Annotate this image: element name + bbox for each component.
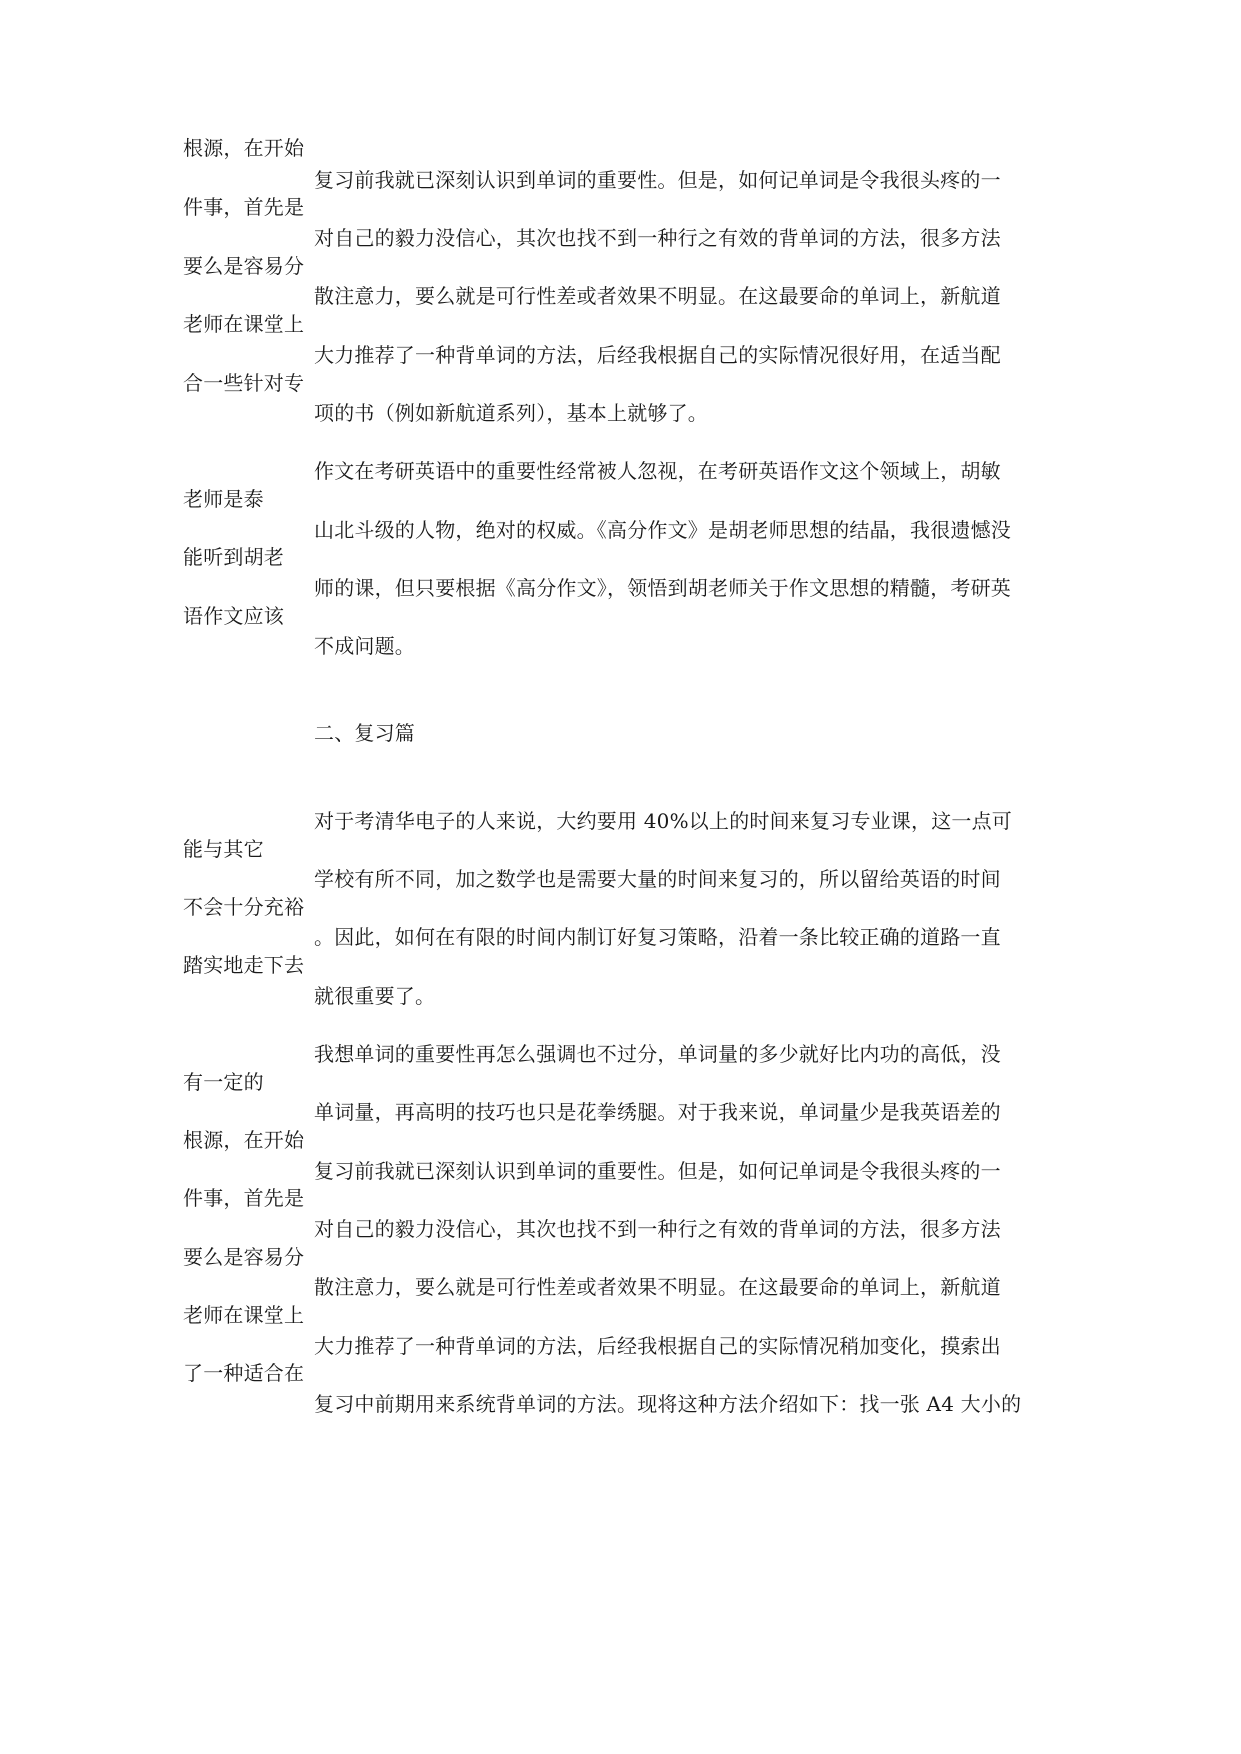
text-line: 学校有所不同，加之数学也是需要大量的时间来复习的，所以留给英语的时间 [314,867,1001,891]
text-line: 老师是泰 [183,487,264,511]
text-line: 要么是容易分 [183,254,305,278]
text-line: 件事，首先是 [183,195,305,219]
text-line: 复习前我就已深刻认识到单词的重要性。但是，如何记单词是令我很头疼的一 [314,1159,1001,1183]
text-line: 。因此，如何在有限的时间内制订好复习策略，沿着一条比较正确的道路一直 [314,925,1001,949]
text-line: 复习中前期用来系统背单词的方法。现将这种方法介绍如下：找一张 A4 大小的 [314,1392,1022,1416]
text-line: 就很重要了。 [314,984,436,1008]
text-line: 老师在课堂上 [183,1303,305,1327]
section-heading: 二、复习篇 [314,721,415,745]
text-line: 对于考清华电子的人来说，大约要用 40%以上的时间来复习专业课，这一点可 [314,809,1013,833]
text-line: 大力推荐了一种背单词的方法，后经我根据自己的实际情况很好用，在适当配 [314,343,1001,367]
text-line: 大力推荐了一种背单词的方法，后经我根据自己的实际情况稍加变化，摸索出 [314,1334,1001,1358]
text-line: 作文在考研英语中的重要性经常被人忽视，在考研英语作文这个领域上，胡敏 [314,459,1001,483]
text-line: 不会十分充裕 [183,895,305,919]
text-line: 项的书（例如新航道系列），基本上就够了。 [314,401,708,425]
text-line: 了一种适合在 [183,1361,305,1385]
text-line: 不成问题。 [314,634,415,658]
text-line: 能与其它 [183,837,264,861]
text-line: 根源，在开始 [183,1128,305,1152]
text-line: 件事，首先是 [183,1186,305,1210]
text-line: 有一定的 [183,1070,264,1094]
text-line: 散注意力，要么就是可行性差或者效果不明显。在这最要命的单词上，新航道 [314,284,1001,308]
text-line: 对自己的毅力没信心，其次也找不到一种行之有效的背单词的方法，很多方法 [314,1217,1001,1241]
text-line: 我想单词的重要性再怎么强调也不过分，单词量的多少就好比内功的高低，没 [314,1042,1001,1066]
text-line: 踏实地走下去 [183,953,305,977]
text-line: 能听到胡老 [183,545,284,569]
text-line: 语作文应该 [183,604,284,628]
text-line: 散注意力，要么就是可行性差或者效果不明显。在这最要命的单词上，新航道 [314,1275,1001,1299]
text-line: 复习前我就已深刻认识到单词的重要性。但是，如何记单词是令我很头疼的一 [314,168,1001,192]
text-line: 师的课，但只要根据《高分作文》，领悟到胡老师关于作文思想的精髓，考研英 [314,576,1011,600]
text-line: 合一些针对专 [183,371,305,395]
text-line: 山北斗级的人物，绝对的权威。《高分作文》是胡老师思想的结晶，我很遗憾没 [314,518,1011,542]
text-line: 根源，在开始 [183,136,305,160]
text-line: 要么是容易分 [183,1245,305,1269]
text-line: 单词量，再高明的技巧也只是花拳绣腿。对于我来说，单词量少是我英语差的 [314,1100,1001,1124]
text-line: 老师在课堂上 [183,312,305,336]
text-line: 对自己的毅力没信心，其次也找不到一种行之有效的背单词的方法，很多方法 [314,226,1001,250]
